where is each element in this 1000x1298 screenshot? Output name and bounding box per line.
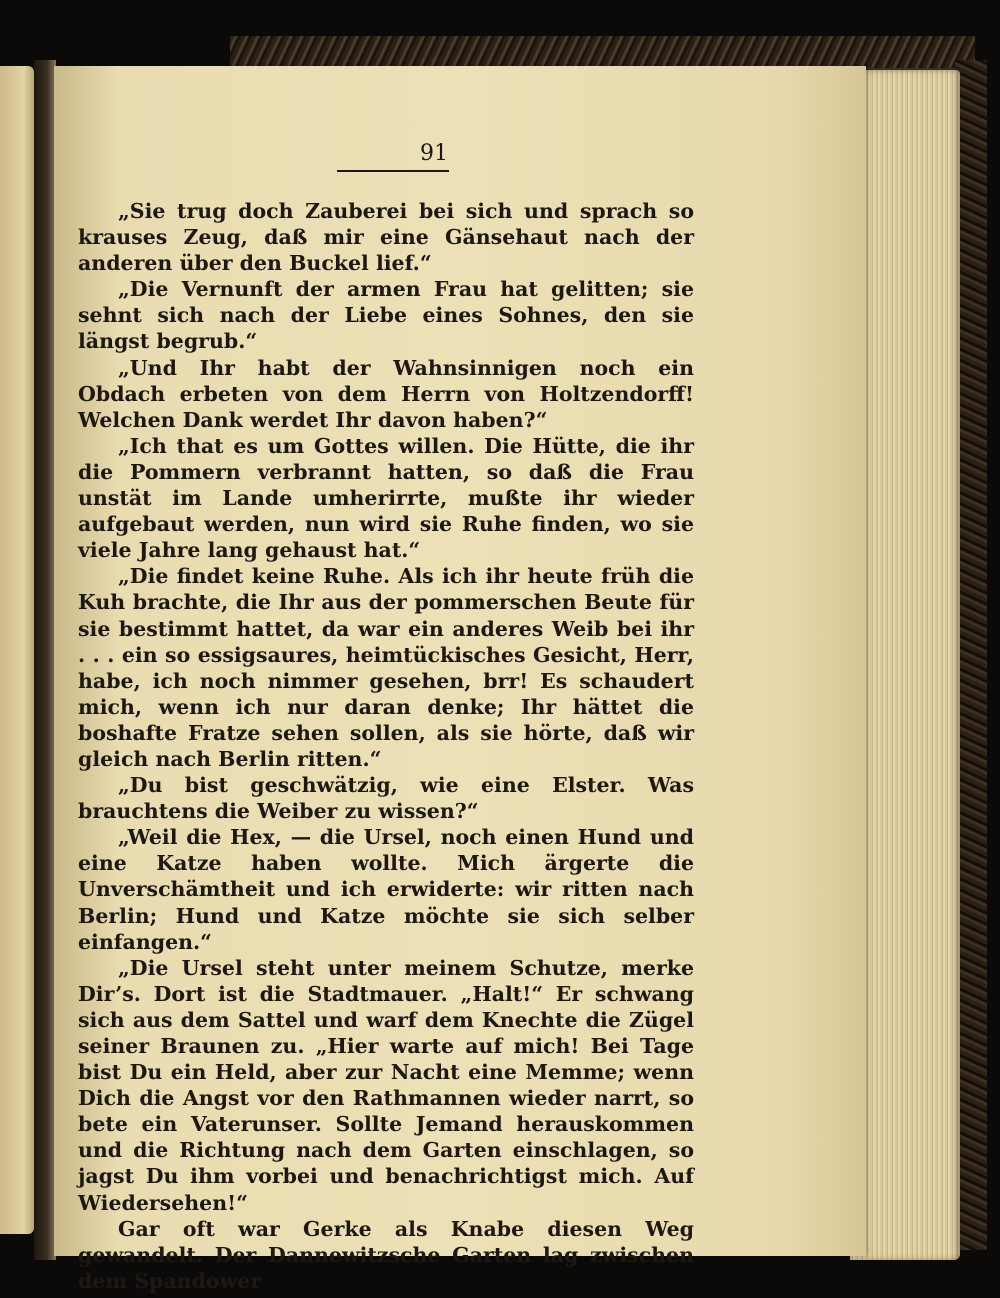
page-number: 91	[420, 141, 448, 166]
paragraph: „Ich that es um Gottes willen. Die Hütte, die ihr die Pommern verbrannt hatten, so daß die Frau unstät im Lande umherirrte, mußte ihr wieder aufgebaut werden, nun wird sie Ruhe finden, wo sie viele Jahre lang gehaust hat.“	[78, 433, 694, 563]
paragraph: „Und Ihr habt der Wahnsinnigen noch ein Obdach erbeten von dem Herrn von Holtzendorff! Welchen Dank werdet Ihr davon haben?“	[78, 355, 694, 432]
left-page-edge	[0, 66, 34, 1234]
page-number-rule	[337, 170, 449, 172]
book-gutter	[34, 60, 56, 1260]
page-stack-edges	[850, 70, 960, 1260]
book-page	[54, 66, 866, 1293]
paragraph: Gar oft war Gerke als Knabe diesen Weg gewandelt. Der Dannewitzsche Garten lag zwischen dem Spandower	[78, 1216, 694, 1293]
paragraph: „Weil die Hex, — die Ursel, noch einen Hund und eine Katze haben wollte. Mich ärgerte die Unverschämtheit und ich erwiderte: wir ritten nach Berlin; Hund und Katze möchte sie sich selber einfangen.“	[78, 825, 694, 954]
paragraph: „Die findet keine Ruhe. Als ich ihr heute früh die Kuh brachte, die Ihr aus der pommerschen Beute für sie bestimmt hattet, da war ein anderes Weib bei ihr . . . ein so essigsaures, heimtückisches Gesicht, Herr, habe, ich noch nimmer gesehen, brr! Es schaudert mich, wenn ich nur daran denke; Ihr hättet die boshafte Fratze sehen sollen, als sie hörte, daß wir gleich nach Berlin ritten.“	[78, 564, 694, 771]
paragraph: „Du bist geschwätzig, wie eine Elster. Was brauchtens die Weiber zu wissen?“	[78, 773, 694, 824]
paragraph: „Die Ursel steht unter meinem Schutze, merke Dir’s. Dort ist die Stadtmauer. „Halt!“ Er schwang sich aus dem Sattel und warf dem Knechte die Zügel seiner Braunen zu. „Hier warte auf mich! Bei Tage bist Du ein Held, aber zur Nacht eine Memme; wenn Dich die Angst vor den Rathmannen wieder narrt, so bete ein Vaterunser. Sollte Jemand herauskommen und die Richtung nach dem Garten einschlagen, so jagst Du ihm vorbei und benachrichtigst mich. Auf Wiedersehen!“	[78, 955, 694, 1215]
paragraph: „Die Vernunft der armen Frau hat gelitten; sie sehnt sich nach der Liebe eines Sohnes, den sie längst begrub.“	[78, 277, 694, 354]
body-text	[78, 198, 694, 1294]
paragraph: „Sie trug doch Zauberei bei sich und sprach so krauses Zeug, daß mir eine Gänsehaut nach der anderen über den Buckel lief.“	[78, 199, 694, 276]
book-cover-top-edge	[230, 36, 975, 70]
